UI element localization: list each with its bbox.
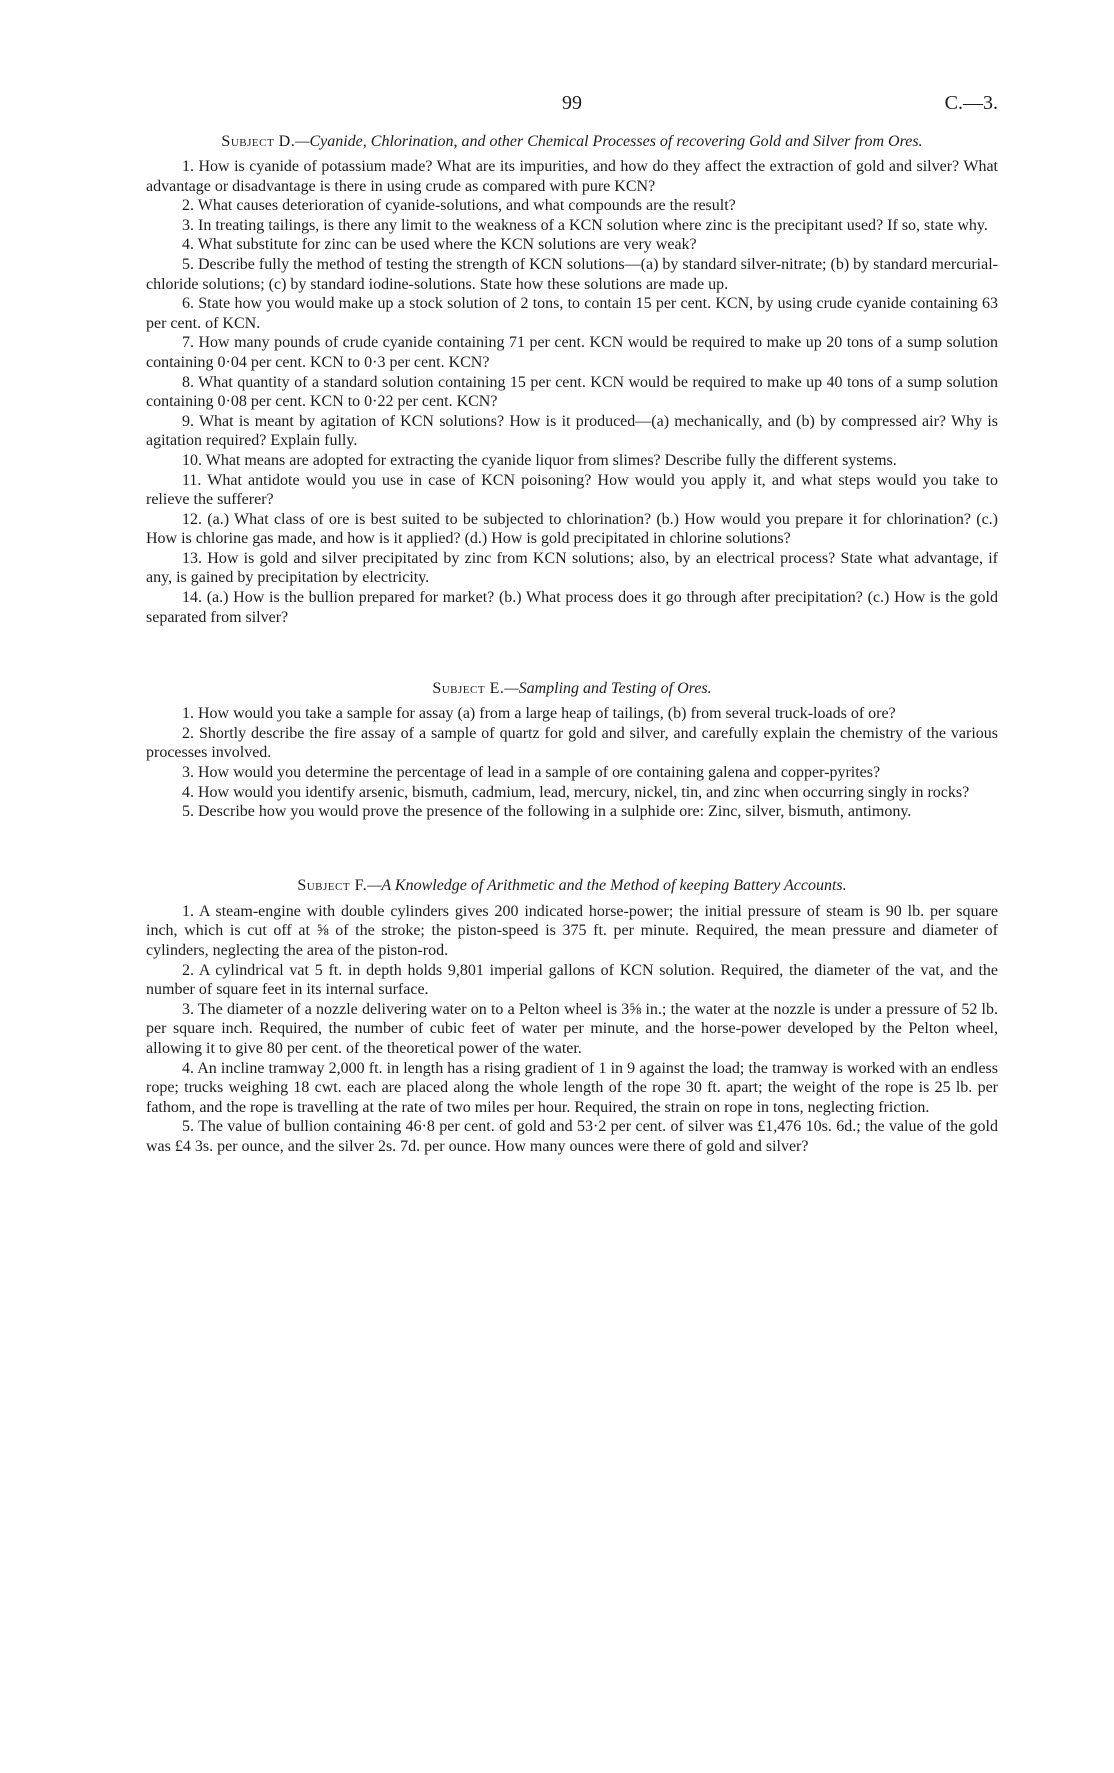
page-header [146,92,998,132]
question-item: 5. The value of bullion containing 46·8 per cent. of gold and 53·2 per cent. of silver was £1,476 10s. 6d.; the value of the gold was £4 3s. per ounce, and the silver 2s. 7d. per ounce. How many ounces were there of gold and silver? [146,1118,998,1155]
question-item: 1. A steam-engine with double cylinders gives 200 indicated horse-power; the initial pressure of steam is 90 lb. per square inch, which is cut off at ⅝ of the stroke; the piston-speed is 375 ft. per minute. Required, the mean pressure and diameter of cylinders, neglecting the area of the piston-rod. [146,902,998,959]
section-label: Subject D. [221,133,296,150]
question-item: 4. What substitute for zinc can be used where the KCN solutions are very weak? [182,236,697,254]
section-spacer [146,822,998,876]
question-item: 9. What is meant by agitation of KCN solutions? How is it produced—(a) mechanically, and (b) by compressed air? Why is agitation required? Explain fully. [146,412,998,450]
question-item: 3. The diameter of a nozzle delivering water on to a Pelton wheel is 3⅝ in.; the water at the nozzle is under a pressure of 52 lb. per square inch. Required, the number of cubic feet of water per minute, and the horse-power developed by the Pelton wheel, allowing it to give 80 per cent. of the theoretical power of the water. [146,1000,998,1057]
document-page [146,92,998,1157]
question-item: 1. How is cyanide of potassium made? What are its impurities, and how do they affect the extraction of gold and silver? What advantage or disadvantage is there in using crude as compared with pure KCN? [146,158,998,195]
question-item: 2. A cylindrical vat 5 ft. in depth holds 9,801 imperial gallons of KCN solution. Required, the diameter of the vat, and the number of square feet in its internal surface. [146,961,998,999]
question-item: 5. Describe how you would prove the presence of the following in a sulphide ore: Zinc, silver, bismuth, antimony. [182,803,912,821]
section-title: —A Knowledge of Arithmetic and the Method of keeping Battery Accounts. [367,876,847,894]
question-item: 2. What causes deterioration of cyanide-solutions, and what compounds are the result? [182,197,736,215]
section-label: Subject F. [297,876,368,894]
section-label: Subject E. [432,680,505,698]
section-subject-d [146,132,998,627]
section-subject-e [146,679,998,822]
question-item: 5. Describe fully the method of testing the strength of KCN solutions—(a) by standard silver-nitrate; (b) by standard mercurial-chloride solutions; (c) by standard iodine-solutions. State how these solutions are made up. [146,255,998,293]
question-item: 3. How would you determine the percentage of lead in a sample of ore containing galena and copper-pyrites? [182,764,881,782]
question-item: 8. What quantity of a standard solution containing 15 per cent. KCN would be required to make up 40 tons of a sump solution containing 0·08 per cent. KCN to 0·22 per cent. KCN? [146,373,998,411]
question-item: 13. How is gold and silver precipitated by zinc from KCN solutions; also, by an electrical process? State what advantage, if any, is gained by precipitation by electricity. [146,549,998,587]
section-title: —Cyanide, Chlorination, and other Chemical Processes of recovering Gold and Silver from Ores. [295,133,923,150]
question-item: 6. State how you would make up a stock solution of 2 tons, to contain 15 per cent. KCN, by using crude cyanide containing 63 per cent. of KCN. [146,295,998,332]
question-item: 1. How would you take a sample for assay (a) from a large heap of tailings, (b) from several truck-loads of ore? [182,705,896,723]
document-reference: C.—3. [944,92,998,114]
question-item: 7. How many pounds of crude cyanide containing 71 per cent. KCN would be required to make up 20 tons of a sump solution containing 0·04 per cent. KCN to 0·3 per cent. KCN? [146,334,998,371]
question-item: 4. An incline tramway 2,000 ft. in length has a rising gradient of 1 in 9 against the load; the tramway is worked with an endless rope; trucks weighing 18 cwt. each are placed along the whole length of the rope 30 ft. apart; the weight of the rope is 25 lb. per fathom, and the rope is travelling at the rate of two miles per hour. Required, the strain on rope in tons, neglecting friction. [146,1059,998,1116]
section-subject-f [146,876,998,1157]
page-number: 99 [562,92,582,114]
section-heading [146,132,998,151]
question-item: 2. Shortly describe the fire assay of a sample of quartz for gold and silver, and carefully explain the chemistry of the various processes involved. [146,724,998,762]
section-heading [146,679,998,698]
question-item: 10. What means are adopted for extracting the cyanide liquor from slimes? Describe fully the different systems. [182,451,897,469]
section-heading [146,876,998,895]
section-spacer [146,627,998,679]
question-item: 4. How would you identify arsenic, bismuth, cadmium, lead, mercury, nickel, tin, and zinc when occurring singly in rocks? [182,783,970,801]
question-item: 14. (a.) How is the bullion prepared for market? (b.) What process does it go through after precipitation? (c.) How is the gold separated from silver? [146,589,998,626]
question-item: 12. (a.) What class of ore is best suited to be subjected to chlorination? (b.) How would you prepare it for chlorination? (c.) How is chlorine gas made, and how is it applied? (d.) How is gold precipitated in chlorine solutions? [146,510,998,548]
question-item: 11. What antidote would you use in case of KCN poisoning? How would you apply it, and what steps would you take to relieve the sufferer? [146,471,998,509]
question-item: 3. In treating tailings, is there any limit to the weakness of a KCN solution where zinc is the precipitant used? If so, state why. [182,216,988,234]
section-title: —Sampling and Testing of Ores. [504,680,712,698]
